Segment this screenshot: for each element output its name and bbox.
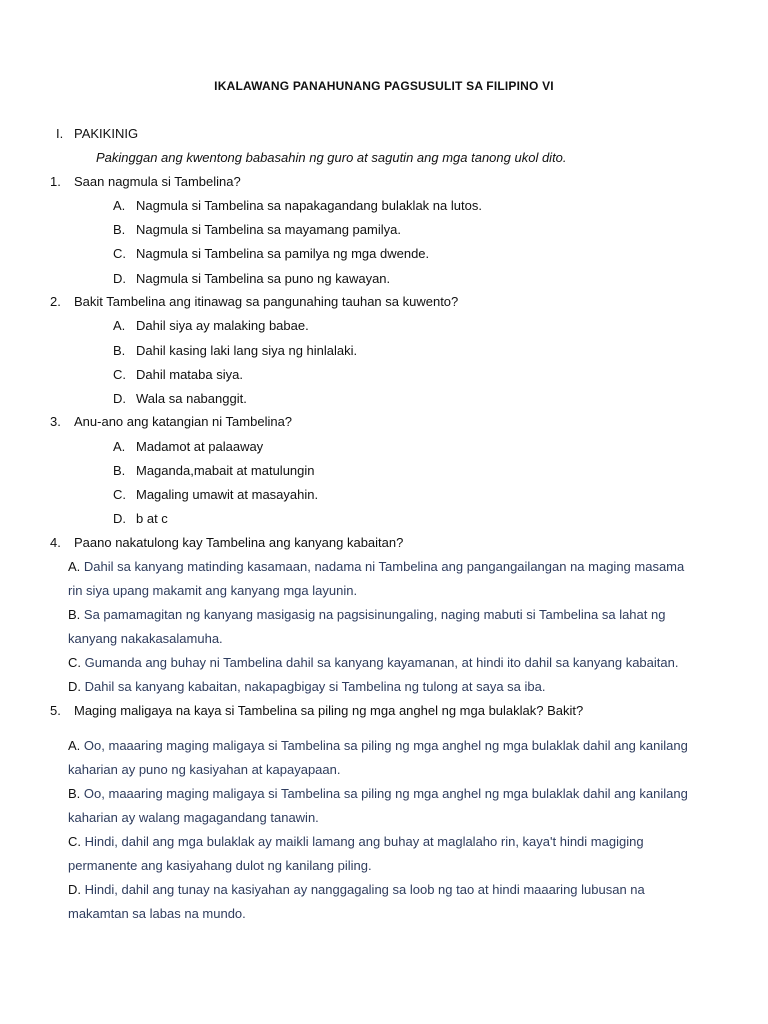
- choice-text: Nagmula si Tambelina sa puno ng kawayan.: [136, 271, 391, 286]
- question-text: Anu-ano ang katangian ni Tambelina?: [74, 414, 293, 429]
- choice-text-continued: kanyang nakakasalamuha.: [68, 631, 223, 646]
- choice-letter: A.: [113, 318, 126, 333]
- choice-letter: C.: [113, 246, 126, 261]
- choice-text: Madamot at palaaway: [136, 439, 264, 454]
- section-label: PAKIKINIG: [74, 126, 139, 141]
- question-number: 2.: [50, 294, 61, 309]
- choice-text-continued: kaharian ay puno ng kasiyahan at kapayapaan.: [68, 762, 341, 777]
- choice-text: b at c: [136, 511, 168, 526]
- choice-text: Gumanda ang buhay ni Tambelina dahil sa kanyang kayamanan, at hindi ito dahil sa kanyang kabaitan.: [84, 655, 679, 670]
- choice-letter: A.: [68, 738, 81, 753]
- choice-text: Magaling umawit at masayahin.: [136, 487, 319, 502]
- question-number: 4.: [50, 535, 61, 550]
- question-text: Bakit Tambelina ang itinawag sa pangunahing tauhan sa kuwento?: [74, 294, 459, 309]
- choice-text: Maganda,mabait at matulungin: [136, 463, 315, 478]
- question-number: 3.: [50, 414, 61, 429]
- choice-text: Dahil siya ay malaking babae.: [136, 318, 309, 333]
- choice-letter: A.: [113, 439, 126, 454]
- choice-text: Dahil sa kanyang matinding kasamaan, nadama ni Tambelina ang pangangailangan na maging masama: [83, 559, 685, 574]
- choice-letter: D.: [68, 882, 81, 897]
- choice-letter: B.: [113, 463, 126, 478]
- question-number: 5.: [50, 703, 61, 718]
- choice-text: Wala sa nabanggit.: [136, 391, 247, 406]
- choice-letter: C.: [113, 367, 126, 382]
- question-number: 1.: [50, 174, 61, 189]
- choice-letter: B.: [113, 343, 126, 358]
- choice-letter: D.: [113, 391, 126, 406]
- question-text: Saan nagmula si Tambelina?: [74, 174, 241, 189]
- choice-text: Nagmula si Tambelina sa napakagandang bulaklak na lutos.: [136, 198, 482, 213]
- choice-letter: B.: [68, 786, 81, 801]
- choice-letter: A.: [113, 198, 126, 213]
- choice-letter: C.: [68, 834, 81, 849]
- choice-text-continued: rin siya upang makamit ang kanyang mga layunin.: [68, 583, 358, 598]
- choice-text: Dahil mataba siya.: [136, 367, 243, 382]
- choice-letter: D.: [68, 679, 81, 694]
- section-instruction: Pakinggan ang kwentong babasahin ng guro at sagutin ang mga tanong ukol dito.: [96, 150, 567, 165]
- choice-text: Dahil sa kanyang kabaitan, nakapagbigay si Tambelina ng tulong at saya sa iba.: [84, 679, 546, 694]
- choice-text: Hindi, dahil ang tunay na kasiyahan ay nanggagaling sa loob ng tao at hindi maaaring lubusan na: [84, 882, 645, 897]
- choice-text: Dahil kasing laki lang siya ng hinlalaki.: [136, 343, 358, 358]
- choice-text: Sa pamamagitan ng kanyang masigasig na pagsisinungaling, naging mabuti si Tambelina sa lahat ng: [83, 607, 666, 622]
- choice-letter: A.: [68, 559, 81, 574]
- choice-text: Nagmula si Tambelina sa mayamang pamilya.: [136, 222, 401, 237]
- choice-letter: D.: [113, 271, 126, 286]
- choice-text-continued: makamtan sa labas na mundo.: [68, 906, 246, 921]
- choice-text: Hindi, dahil ang mga bulaklak ay maikli lamang ang buhay at maglalaho rin, kaya't hindi magiging: [84, 834, 644, 849]
- choice-text: Oo, maaaring maging maligaya si Tambelina sa piling ng mga anghel ng mga bulaklak dahil ang kanilang: [83, 738, 688, 753]
- choice-text: Oo, maaaring maging maligaya si Tambelina sa piling ng mga anghel ng mga bulaklak dahil ang kanilang: [83, 786, 688, 801]
- question-text: Paano nakatulong kay Tambelina ang kanyang kabaitan?: [74, 535, 404, 550]
- question-text: Maging maligaya na kaya si Tambelina sa piling ng mga anghel ng mga bulaklak? Bakit?: [74, 703, 584, 718]
- choice-letter: C.: [113, 487, 126, 502]
- choice-text-continued: kaharian ay walang magagandang tanawin.: [68, 810, 319, 825]
- choice-text-continued: permanente ang kasiyahang dulot ng kanilang piling.: [68, 858, 372, 873]
- choice-letter: B.: [68, 607, 81, 622]
- choice-letter: C.: [68, 655, 81, 670]
- choice-letter: B.: [113, 222, 126, 237]
- choice-text: Nagmula si Tambelina sa pamilya ng mga dwende.: [136, 246, 430, 261]
- choice-letter: D.: [113, 511, 126, 526]
- section-numeral: I.: [56, 126, 64, 141]
- exam-title: IKALAWANG PANAHUNANG PAGSUSULIT SA FILIPINO VI: [214, 79, 554, 93]
